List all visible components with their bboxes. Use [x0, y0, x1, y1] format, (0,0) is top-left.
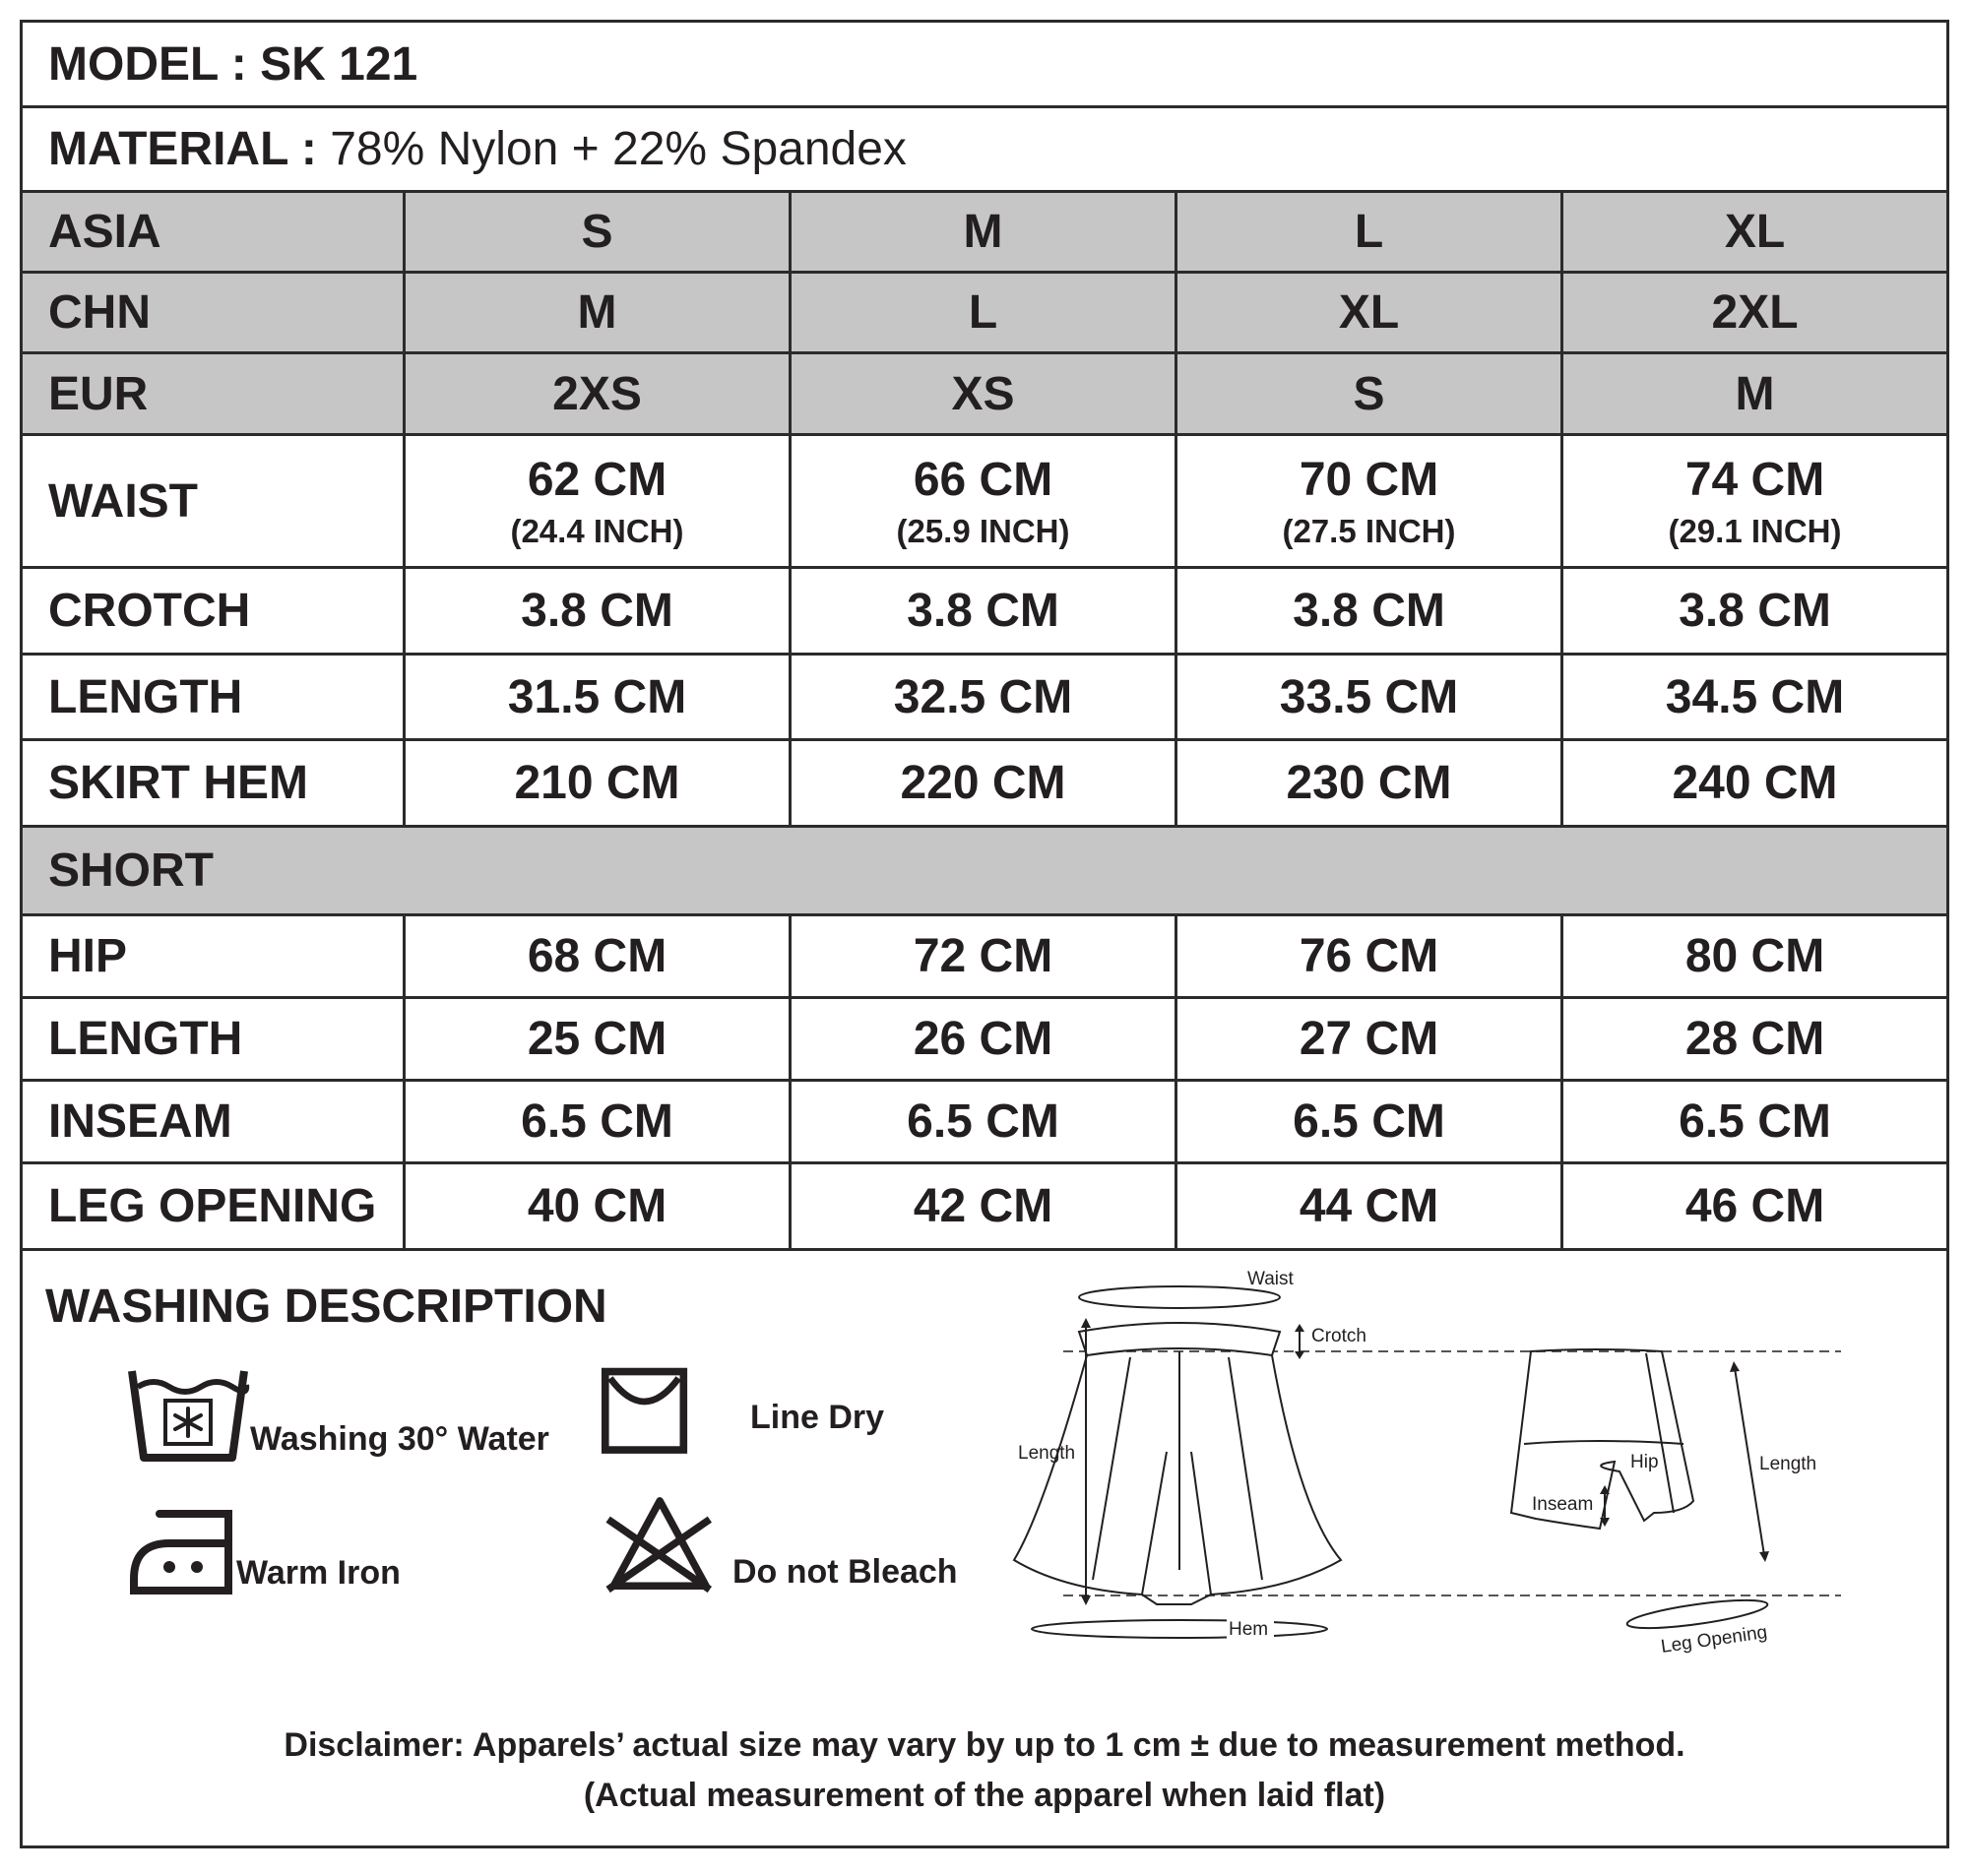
measure-cell: 28 CM [1684, 1013, 1825, 1065]
measure-cell: 42 CM [792, 1164, 1177, 1248]
size-cell: L [1177, 193, 1563, 271]
measure-cell: 210 CM [406, 741, 792, 825]
measure-value: 74 CM [1684, 453, 1825, 506]
diagram-shorts-length-label: Length [1759, 1454, 1817, 1474]
size-row-asia [23, 193, 1946, 274]
row-label: WAIST [23, 436, 406, 566]
measure-cell: 6.5 CM [792, 1082, 1177, 1161]
size-cell: XL [1177, 274, 1563, 351]
model-label: MODEL : [48, 37, 247, 91]
measure-cell: 76 CM [1177, 916, 1563, 996]
row-label: LEG OPENING [23, 1164, 406, 1248]
size-cell: S [1177, 354, 1563, 433]
disclaimer-line-2: (Actual measurement of the apparel when laid flat) [583, 1777, 1386, 1814]
short-section-title: SHORT [48, 844, 214, 897]
measure-cell: 33.5 CM [1177, 656, 1563, 738]
care-bleach [603, 1490, 958, 1598]
measure-value: 70 CM [1299, 453, 1439, 506]
measurement-diagram [1004, 1255, 1871, 1668]
care-iron [126, 1494, 401, 1602]
measure-cell: 230 CM [1177, 741, 1563, 825]
washing-title: WASHING DESCRIPTION [45, 1281, 607, 1333]
measure-cell: 3.8 CM [406, 569, 792, 653]
size-cell: 2XL [1711, 286, 1799, 339]
measure-cell: 26 CM [792, 999, 1177, 1079]
diagram-hem-label: Hem [1229, 1619, 1269, 1640]
diagram-crotch-label: Crotch [1311, 1326, 1366, 1346]
warm-iron-icon [126, 1494, 254, 1602]
measure-inch: (24.4 INCH) [510, 512, 684, 549]
row-label: CROTCH [23, 569, 406, 653]
disclaimer-line-1: Disclaimer: Apparels’ actual size may vary by up to 1 cm ± due to measurement method. [284, 1726, 1685, 1764]
measure-value: 66 CM [913, 453, 1053, 506]
skirt-row-waist [23, 436, 1946, 569]
measure-cell: 72 CM [792, 916, 1177, 996]
size-row-chn [23, 274, 1946, 354]
size-cell: M [792, 193, 1177, 271]
measure-cell [792, 436, 1177, 566]
diagram-waist-label: Waist [1247, 1269, 1294, 1289]
size-cell: L [792, 274, 1177, 351]
measure-cell: 220 CM [792, 741, 1177, 825]
do-not-bleach-icon [603, 1490, 723, 1598]
measure-cell: 6.5 CM [1679, 1095, 1831, 1148]
diagram-length-label: Length [1018, 1443, 1076, 1464]
measure-cell: 34.5 CM [1665, 670, 1845, 723]
short-row-inseam [23, 1082, 1946, 1164]
short-row-leg-opening [23, 1164, 1946, 1251]
size-cell: M [1735, 367, 1775, 420]
measure-cell: 3.8 CM [1177, 569, 1563, 653]
measure-cell: 6.5 CM [406, 1082, 792, 1161]
measure-cell: 240 CM [1672, 757, 1838, 809]
skirt-row-length [23, 656, 1946, 741]
measure-inch: (25.9 INCH) [896, 512, 1070, 549]
row-label: INSEAM [23, 1082, 406, 1161]
waist-measure-ellipse [1079, 1286, 1280, 1308]
model-value: SK 121 [260, 37, 418, 91]
short-row-hip [23, 916, 1946, 999]
row-label: LENGTH [23, 999, 406, 1079]
line-dry-label: Line Dry [750, 1398, 885, 1436]
hem-measure-ellipse [1032, 1620, 1327, 1638]
iron-label: Warm Iron [236, 1553, 401, 1592]
row-label: CHN [23, 274, 406, 351]
measure-cell: 46 CM [1684, 1180, 1825, 1232]
skirt-row-hem [23, 741, 1946, 828]
measure-inch: (29.1 INCH) [1668, 512, 1842, 549]
measure-cell: 40 CM [406, 1164, 792, 1248]
measure-cell: 68 CM [406, 916, 792, 996]
measure-cell [1177, 436, 1563, 566]
model-row [23, 23, 1946, 108]
measure-cell: 44 CM [1177, 1164, 1563, 1248]
measure-cell: 80 CM [1684, 930, 1825, 982]
line-dry-icon [599, 1358, 707, 1467]
row-label: HIP [23, 916, 406, 996]
diagram-hip-label: Hip [1630, 1452, 1659, 1472]
size-row-eur [23, 354, 1946, 436]
row-label: EUR [23, 354, 406, 433]
measure-cell: 32.5 CM [792, 656, 1177, 738]
material-value: 78% Nylon + 22% Spandex [330, 123, 907, 175]
measure-cell: 3.8 CM [1679, 585, 1831, 637]
diagram-inseam-label: Inseam [1532, 1494, 1594, 1515]
short-section-header [23, 828, 1946, 916]
measure-cell: 25 CM [406, 999, 792, 1079]
size-cell: XS [792, 354, 1177, 433]
wash-30-icon [126, 1363, 254, 1471]
measure-value: 62 CM [527, 453, 667, 506]
wash-label: Washing 30° Water [250, 1419, 549, 1458]
skirt-drawing [1014, 1323, 1341, 1604]
measure-cell: 3.8 CM [792, 569, 1177, 653]
diagram-leg-opening-label: Leg Opening [1659, 1622, 1769, 1657]
row-label: LENGTH [23, 656, 406, 738]
care-line-dry [599, 1358, 884, 1467]
size-cell: XL [1724, 206, 1786, 258]
measure-cell: 31.5 CM [406, 656, 792, 738]
measure-cell: 6.5 CM [1177, 1082, 1563, 1161]
row-label: SKIRT HEM [23, 741, 406, 825]
short-row-length [23, 999, 1946, 1082]
bleach-label: Do not Bleach [732, 1552, 958, 1591]
material-label: MATERIAL : [48, 123, 317, 175]
row-label: ASIA [23, 193, 406, 271]
skirt-row-crotch [23, 569, 1946, 656]
measure-inch: (27.5 INCH) [1282, 512, 1456, 549]
size-cell: 2XS [406, 354, 792, 433]
size-cell: M [406, 274, 792, 351]
measure-cell [406, 436, 792, 566]
care-wash [126, 1363, 549, 1471]
measure-cell [1563, 436, 1946, 566]
size-cell: S [406, 193, 792, 271]
measure-cell: 27 CM [1177, 999, 1563, 1079]
material-row [23, 108, 1946, 193]
